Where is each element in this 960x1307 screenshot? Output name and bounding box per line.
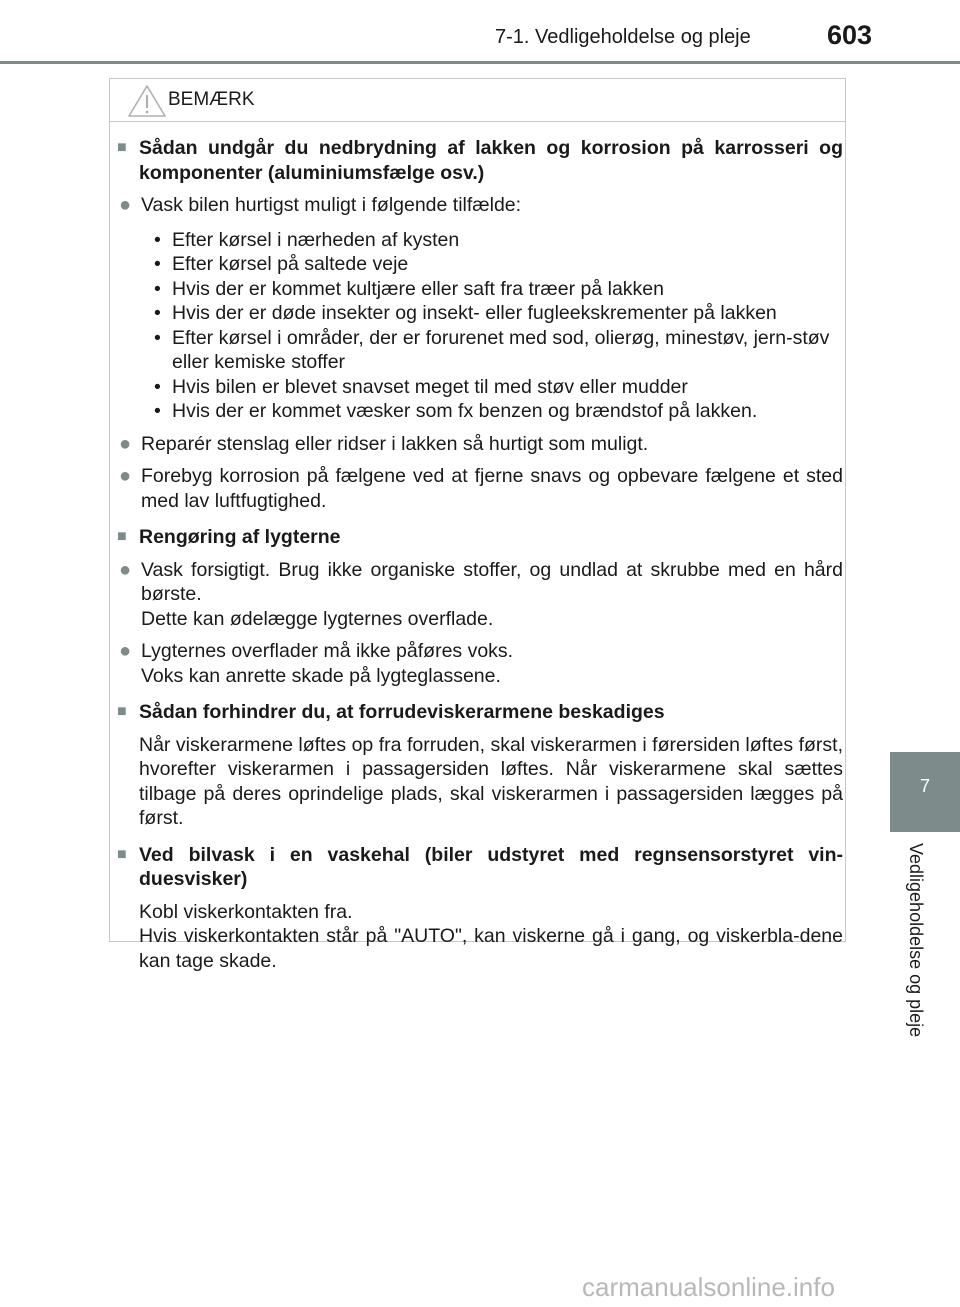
square-bullet-icon: ■ [117, 703, 127, 720]
chapter-label: Vedligeholdelse og pleje [906, 843, 926, 1038]
list-item: ● Vask forsigtigt. Brug ikke organiske stoffer, og undlad at skrubbe med en hård børste. Dette kan ødelægge lygternes overflade. [119, 558, 843, 630]
section-wiper-arms [117, 700, 843, 831]
page-header [0, 0, 960, 62]
chapter-number: 7 [919, 776, 930, 796]
section-paint-corrosion [117, 136, 843, 513]
section-heading: ■ Ved bilvask i en vaskehal (biler udstyret med regnsensorstyret vin-duesvisker) [117, 843, 843, 890]
list-item: ● Vask bilen hurtigst muligt i følgende tilfælde: [119, 194, 522, 216]
list-item: ● Reparér stenslag eller ridser i lakken så hurtigt som muligt. [119, 432, 649, 455]
list-item: ● Forebyg korrosion på fælgene ved at fjerne snavs og opbevare fælgene et sted med lav luftfugtighed. [119, 465, 843, 512]
notice-content [117, 136, 843, 979]
section-car-wash [117, 843, 843, 974]
header-divider [0, 61, 960, 64]
bullet-item: • Hvis der er kommet kultjære eller saft fra træer på lakken [154, 277, 664, 300]
bullet-item: • Hvis der er kommet væsker som fx benzen og brændstof på lakken. [154, 400, 758, 422]
section-title: 7-1. Vedligeholdelse og pleje [495, 26, 751, 48]
circle-bullet-icon: ● [119, 558, 132, 581]
bullet-item: • Hvis bilen er blevet snavset meget til med støv eller mudder [154, 375, 688, 398]
bullet-item: • Efter kørsel på saltede veje [154, 253, 409, 275]
list-item: ● Lygternes overflader må ikke påføres voks. Voks kan anrette skade på lygteglassene. [119, 640, 514, 687]
warning-triangle-icon [127, 84, 167, 118]
notice-box [109, 78, 846, 972]
section-paragraph: Kobl viskerkontakten fra. Hvis viskerkontakten står på "AUTO", kan viskerne gå i gang, og viskerbla-dene kan tage skade. [139, 900, 843, 972]
circle-bullet-icon: ● [119, 432, 132, 455]
notice-title: BEMÆRK [168, 89, 255, 110]
section-heading: ■ Sådan forhindrer du, at forrudeviskerarmene beskadiges [117, 701, 665, 723]
section-headlights [117, 525, 843, 688]
section-heading: ■ Sådan undgår du nedbrydning af lakken og korrosion på karrosseri og komponenter (aluminiumsfælge osv.) [117, 137, 843, 184]
page-number: 603 [827, 20, 873, 50]
bullet-item: • Hvis der er døde insekter og insekt- eller fugleekskrementer på lakken [154, 302, 777, 324]
circle-bullet-icon: ● [119, 194, 132, 216]
watermark: carmanualsonline.info [582, 1272, 835, 1302]
square-bullet-icon: ■ [117, 139, 127, 156]
chapter-tab [890, 752, 960, 832]
section-paragraph: Når viskerarmene løftes op fra forruden, skal viskerarmen i førersiden løftes først, hvorefter viskerarmen i passagersiden løftes. Når viskerarmene skal sættes tilbage på deres oprindelige plads, skal viskerarmen i passagersiden lægges på først. [139, 733, 843, 829]
circle-bullet-icon: ● [119, 640, 132, 662]
square-bullet-icon: ■ [117, 845, 127, 863]
bullet-list [154, 228, 843, 424]
bullet-item: • Efter kørsel i nærheden af kysten [154, 228, 460, 251]
section-heading: ■ Rengøring af lygterne [117, 526, 341, 548]
square-bullet-icon: ■ [117, 528, 127, 545]
notice-header [110, 79, 845, 122]
circle-bullet-icon: ● [119, 465, 132, 487]
bullet-item: • Efter kørsel i områder, der er forurenet med sod, olierøg, minestøv, jern-støv eller kemiske stoffer [154, 326, 830, 373]
